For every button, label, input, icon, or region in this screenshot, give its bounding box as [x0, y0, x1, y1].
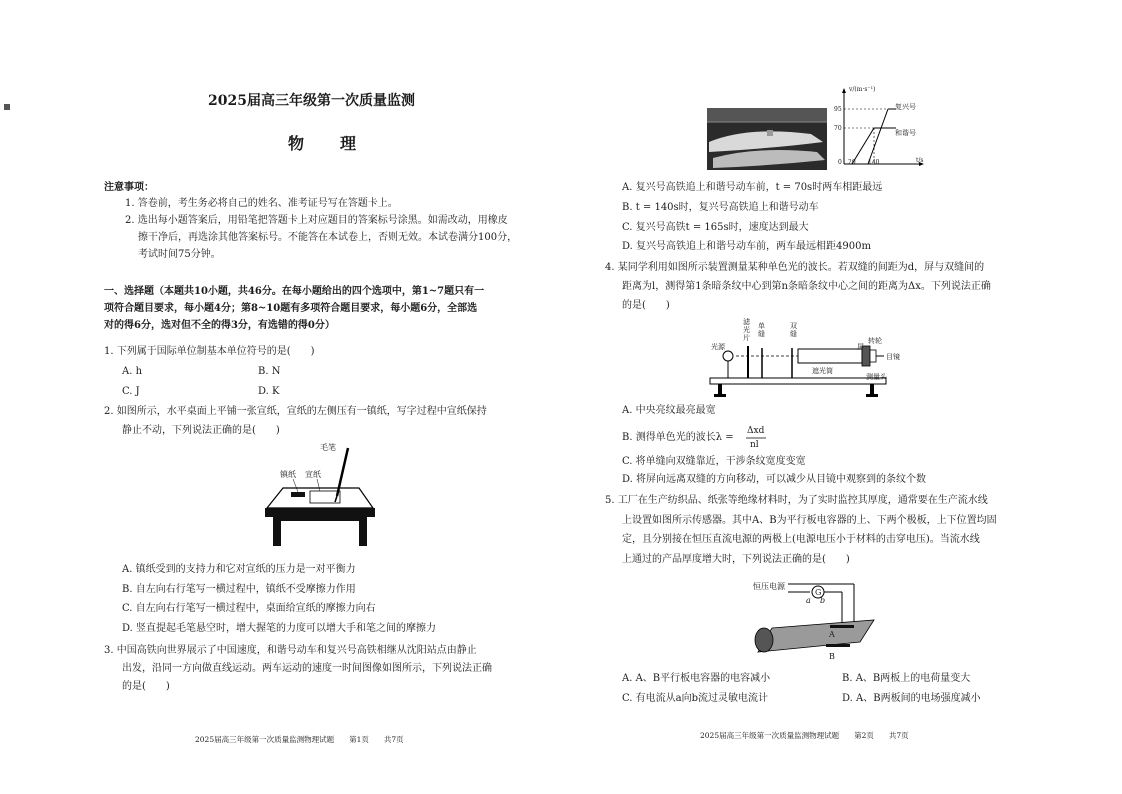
q2-option-c: C. 自左向右行笔写一横过程中，桌面给宣纸的摩擦力向右 [122, 603, 376, 614]
notice-line: 擦干净后，再选涂其他答案标号。不能答在本试卷上，否则无效。本试卷满分100分， [138, 232, 518, 243]
q5-label-plate-a: A [829, 630, 835, 639]
q4-label-screen: 屏 [857, 343, 864, 351]
q4-option-b: B. 测得单色光的波长λ = [622, 432, 734, 443]
section-heading: 对的得6分，选对但不全的得3分，有选错的得0分） [104, 320, 335, 331]
q5-label-plate-b: B [829, 652, 835, 661]
q5-label-a: a [806, 596, 811, 605]
q4-label-wheel: 转轮 [868, 337, 882, 345]
q5-option-a: A. A、B平行板电容器的电容减小 [622, 673, 771, 684]
q5-option-c: C. 有电流从a向b流过灵敏电流计 [622, 693, 769, 704]
notice-line: 2. 选出每小题答案后，用铅笔把答题卡上对应题目的答案标号涂黑。如需改动，用橡皮 [125, 215, 508, 226]
q2-option-d: D. 竖直提起毛笔悬空时，增大握笔的力度可以增大手和笔之间的摩擦力 [122, 623, 437, 634]
q5-stem: 5. 工厂在生产纺织品、纸张等绝缘材料时，为了实时监控其厚度，通常要在生产流水线 [605, 495, 988, 506]
notice-heading: 注意事项： [104, 182, 154, 193]
q4-stem: 的是( ) [622, 300, 670, 311]
notice-line: 考试时间75分钟。 [138, 249, 221, 260]
scan-mark [4, 104, 10, 110]
q4-option-b-numerator: Δxd [747, 426, 765, 436]
q1-option-a: A. h [122, 366, 143, 377]
q5-stem: 上设置如图所示传感器。其中A、B为平行板电容器的上、下两个极板，上下位置均固 [622, 515, 997, 526]
q2-stem: 2. 如图所示，水平桌面上平铺一张宣纸，宣纸的左侧压有一镇纸，写字过程中宣纸保持 [104, 406, 487, 417]
q2-fig-label-weight: 镇纸 [280, 470, 296, 479]
q1-option-d: D. K [258, 386, 280, 397]
q4-label-single-slit: 单缝 [758, 322, 765, 338]
q4-label-eyepiece: 目镜 [886, 353, 900, 361]
q4-option-a: A. 中央亮纹最亮最宽 [622, 405, 716, 416]
q5-label-b: b [820, 596, 826, 605]
q4-option-d: D. 将屏向远离双缝的方向移动，可以减少从目镜中观察到的条纹个数 [622, 474, 927, 485]
graph-x-tick: 20 [848, 159, 856, 166]
graph-x-tick: 140 [868, 159, 880, 166]
graph-y-tick: 95 [834, 106, 842, 113]
q3-option-a: A. 复兴号高铁追上和谐号动车前，t = 70s时两车相距最远 [622, 182, 883, 193]
q1-option-b: B. N [258, 366, 281, 377]
page-footer: 2025届高三年级第一次质量监测物理试题 第1页 共7页 [195, 735, 404, 744]
q4-label-filter: 滤光片 [743, 318, 750, 342]
q2-fig-label-paper: 宣纸 [305, 470, 321, 479]
q4-label-tube: 遮光筒 [812, 367, 833, 375]
q5-option-d: D. A、B两板间的电场强度减小 [842, 693, 981, 704]
q2-option-b: B. 自左向右行笔写一横过程中，镇纸不受摩擦力作用 [122, 584, 356, 595]
series-label-fuxing: 复兴号 [895, 103, 916, 111]
q3-option-c: C. 复兴号高铁t = 165s时，速度达到最大 [622, 222, 809, 233]
q4-option-c: C. 将单缝向双缝靠近，干涉条纹宽度变宽 [622, 456, 806, 467]
page-footer: 2025届高三年级第一次质量监测物理试题 第2页 共7页 [700, 731, 909, 740]
q1-option-c: C. J [122, 386, 140, 397]
q4-label-light-source: 光源 [711, 343, 725, 351]
q5-label-source: 恒压电源 [753, 582, 785, 591]
q4-stem: 4. 某同学利用如图所示装置测量某种单色光的波长。若双缝的间距为d，屏与双缝间的 [605, 262, 985, 273]
q4-apparatus-figure [710, 318, 890, 398]
graph-y-tick: 70 [834, 125, 842, 132]
notice-line: 1. 答卷前，考生务必将自己的姓名、准考证号写在答题卡上。 [125, 198, 398, 209]
q5-label-galvanometer: G [815, 588, 822, 597]
series-label-hexie: 和谐号 [895, 129, 916, 137]
q3-option-b: B. t = 140s时，复兴号高铁追上和谐号动车 [622, 202, 819, 213]
q2-stem: 静止不动，下列说法正确的是( ) [122, 425, 280, 436]
q3-stem: 3. 中国高铁向世界展示了中国速度，和谐号动车和复兴号高铁相继从沈阳站点由静止 [104, 645, 477, 656]
q2-option-a: A. 镇纸受到的支持力和它对宣纸的压力是一对平衡力 [122, 564, 356, 575]
q5-option-b: B. A、B两板上的电荷量变大 [842, 673, 971, 684]
q2-fig-label-brush: 毛笔 [320, 443, 336, 452]
q3-stem: 的是( ) [122, 681, 170, 692]
exam-title: 2025届高三年级第一次质量监测 [208, 93, 415, 109]
section-heading: 一、选择题（本题共10小题，共46分。在每小题给出的四个选项中，第1~7题只有一 [104, 286, 485, 297]
q5-stem: 上通过的产品厚度增大时，下列说法正确的是( ) [622, 554, 850, 565]
train-photo [707, 108, 827, 170]
q2-table-figure [255, 446, 385, 548]
section-heading: 项符合题目要求，每小题4分；第8~10题有多项符合题目要求，每小题6分，全部选 [104, 303, 478, 314]
q4-stem: 距离为l，测得第1条暗条纹中心到第n条暗条纹中心之间的距离为Δx。下列说法正确 [622, 281, 991, 292]
graph-x-label: t/s [916, 157, 924, 164]
q1-stem: 1. 下列属于国际单位制基本单位符号的是( ) [104, 346, 315, 357]
graph-x-tick: 0 [838, 159, 842, 166]
q4-label-double-slit: 双缝 [790, 322, 797, 338]
q3-option-d: D. 复兴号高铁追上和谐号动车前，两车最远相距4900m [622, 241, 871, 252]
q3-stem: 出发，沿同一方向做直线运动。两车运动的速度一时间图像如图所示，下列说法正确 [122, 663, 492, 674]
q4-option-b-denominator: nl [750, 440, 759, 450]
graph-y-label: v/(m·s⁻¹) [849, 86, 876, 93]
q5-stem: 定，且分别接在恒压直流电源的两极上(电源电压小于材料的击穿电压)。当流水线 [622, 534, 980, 545]
subject-title: 物 理 [288, 134, 367, 153]
q4-label-head: 测量头 [866, 373, 887, 381]
